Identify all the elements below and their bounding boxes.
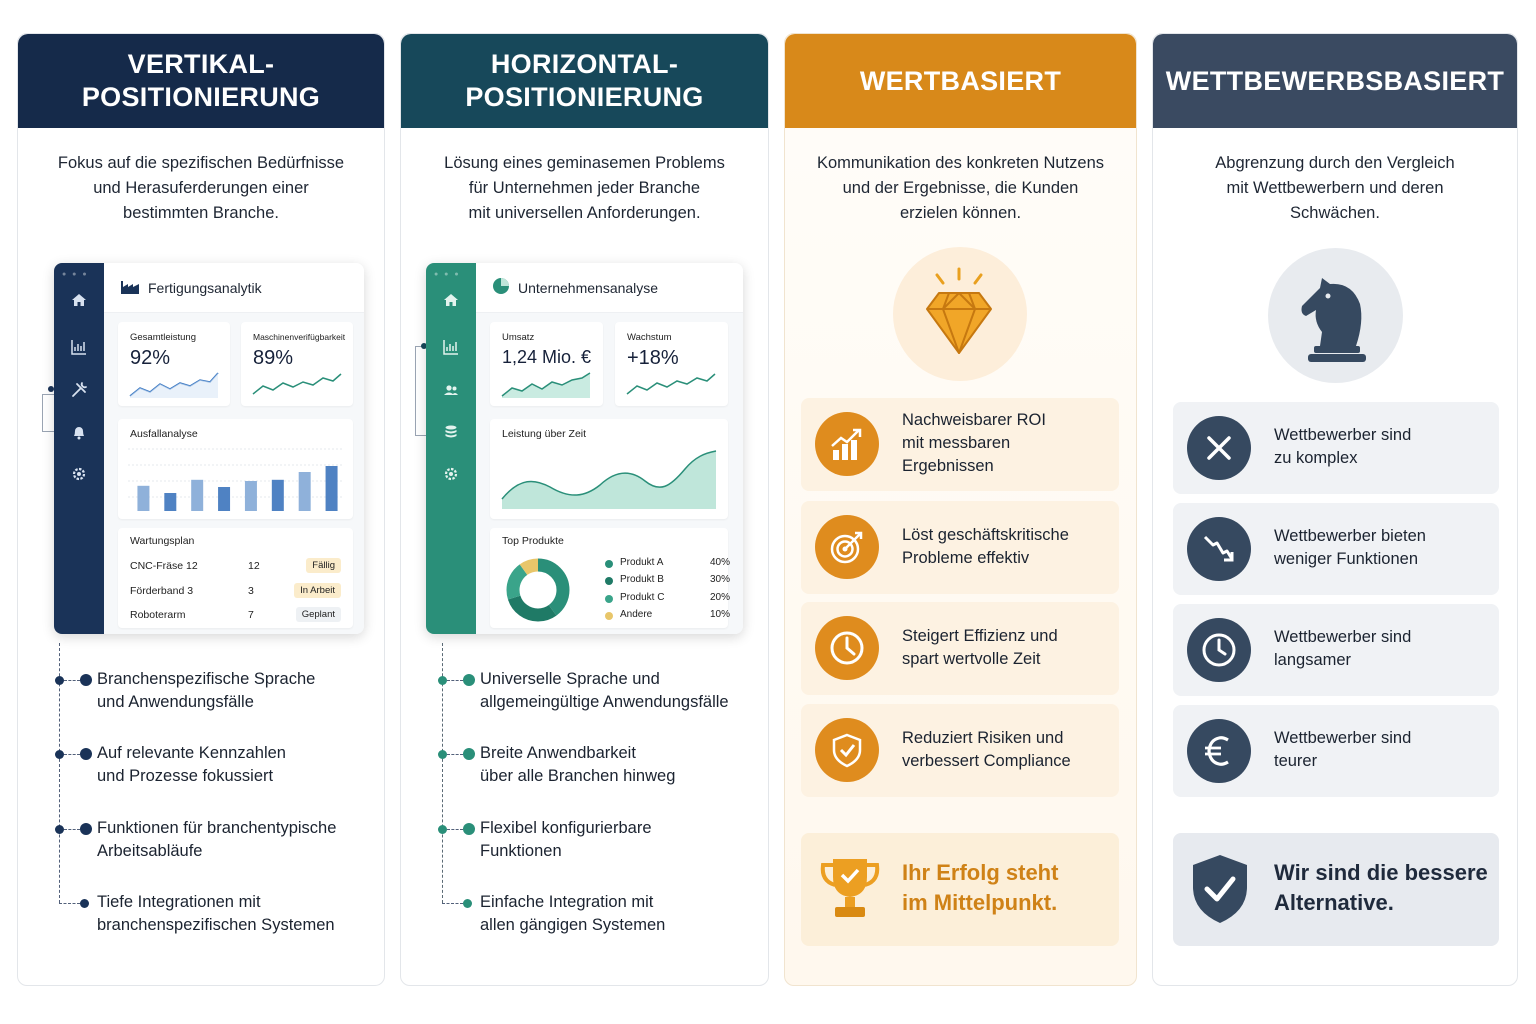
bullet-connector: [64, 829, 80, 830]
dashboard-title: Fertigungsanalytik: [148, 279, 262, 296]
bullet-line: Tiefe Integrationen mit: [97, 893, 261, 911]
header-line-1: VERTIKAL-: [127, 49, 275, 79]
bullet-dot: [80, 748, 92, 760]
header-line-1: HORIZONTAL-: [490, 49, 679, 79]
column-header: [401, 34, 768, 128]
bullet-dot: [463, 674, 475, 686]
legend-name: Produkt A: [620, 557, 664, 568]
x-icon: [1187, 416, 1251, 480]
comparison-line: zu komplex: [1274, 449, 1358, 467]
bar: [164, 493, 176, 511]
comparison-item: [1173, 503, 1499, 595]
bar: [191, 480, 203, 511]
maintenance-card: [118, 528, 353, 628]
desc-line-2: und Herasuferderungen einer: [93, 179, 309, 197]
bullet-dot: [55, 825, 64, 834]
column-description: [401, 151, 768, 226]
bullet-text: [97, 742, 286, 788]
benefit-line: verbessert Compliance: [902, 752, 1071, 770]
row-name: Roboterarm: [130, 609, 186, 621]
alternative-banner: [1173, 833, 1499, 946]
bullet-dot: [438, 825, 447, 834]
benefit-line: Reduziert Risiken und: [902, 729, 1064, 747]
comparison-line: teurer: [1274, 752, 1318, 770]
bullet-dot: [438, 676, 447, 685]
legend-dot: [605, 560, 613, 568]
dashboard-topbar: [104, 263, 364, 313]
alternative-line: Wir sind die bessere: [1274, 860, 1488, 885]
chess-knight-icon: [1268, 248, 1403, 383]
comparison-text: [1274, 424, 1411, 470]
dashboard-main: [104, 263, 364, 634]
trophy-icon: [815, 853, 885, 930]
legend-pct: 40%: [709, 557, 730, 568]
connector-bracket: [415, 346, 426, 436]
success-text: [902, 858, 1058, 918]
sparkline: [625, 370, 717, 398]
comparison-line: Wettbewerber sind: [1274, 426, 1412, 444]
comparison-line: langsamer: [1274, 651, 1352, 669]
benefit-line: Steigert Effizienz und: [902, 627, 1058, 645]
legend-item: [605, 592, 730, 606]
bullet-dot: [80, 674, 92, 686]
sparkline: [500, 370, 592, 398]
desc-line-2: für Unternehmen jeder Branche: [468, 179, 701, 197]
list-item: [401, 817, 761, 867]
legend-pct: 30%: [709, 574, 730, 585]
bullet-connector: [447, 829, 463, 830]
bullet-line: allen gängigen Systemen: [480, 916, 666, 934]
success-line: im Mittelpunkt.: [902, 890, 1058, 915]
chart-card: [490, 419, 728, 519]
bullet-text: [97, 891, 335, 937]
chart-icon[interactable]: [426, 338, 476, 361]
bullet-dot: [55, 676, 64, 685]
bar: [218, 487, 230, 511]
bullet-dot: [463, 823, 475, 835]
window-dots: ● ● ●: [434, 271, 461, 278]
bullet-text: [480, 817, 652, 863]
diamond-icon: [893, 247, 1027, 381]
kpi-label: Gesamtleistung: [130, 332, 197, 343]
bullet-line: über alle Branchen hinweg: [480, 767, 676, 785]
desc-line-2: und der Ergebnisse, die Kunden: [842, 179, 1079, 197]
column-description: [18, 151, 384, 226]
legend-item: [605, 574, 730, 588]
dashboard-sidebar: [54, 263, 104, 634]
shield-check-icon: [815, 718, 879, 782]
bullet-line: Breite Anwendbarkeit: [480, 744, 636, 762]
bullet-line: Branchenspezifische Sprache: [97, 670, 316, 688]
bullet-line: Einfache Integration mit: [480, 893, 654, 911]
legend-item: [605, 557, 730, 571]
list-item: [18, 742, 378, 792]
status-badge: In Arbeit: [294, 583, 341, 598]
desc-line-1: Abgrenzung durch den Vergleich: [1215, 154, 1455, 172]
comparison-item: [1173, 705, 1499, 797]
benefit-line: Probleme effektiv: [902, 549, 1030, 567]
kpi-card-availability: [241, 322, 353, 406]
bar: [272, 480, 284, 511]
bar: [326, 466, 338, 511]
bullet-connector: [447, 754, 463, 755]
comparison-line: Wettbewerber bieten: [1274, 527, 1426, 545]
list-item: [18, 668, 378, 718]
desc-line-3: mit universellen Anforderungen.: [468, 204, 701, 222]
legend-dot: [605, 612, 613, 620]
tools-icon[interactable]: [54, 381, 104, 404]
header-line-2: POSITIONIERUNG: [465, 82, 704, 112]
row-qty: 3: [248, 585, 254, 597]
bullet-text: [480, 668, 729, 714]
list-item: [401, 891, 761, 941]
dashboard-title: Unternehmensanalyse: [518, 279, 659, 296]
list-item: [18, 817, 378, 867]
legend-name: Produkt B: [620, 574, 664, 585]
column-header: [785, 34, 1136, 128]
euro-icon: [1187, 719, 1251, 783]
header-line-2: POSITIONIERUNG: [81, 82, 321, 112]
dashboard-main: [476, 263, 743, 634]
donut-chart: [505, 557, 571, 623]
bullet-connector: [64, 680, 80, 681]
row-qty: 12: [248, 560, 260, 572]
shield-check-icon: [1187, 851, 1253, 932]
competition-based-column: [1152, 33, 1518, 986]
bell-icon[interactable]: [54, 423, 104, 446]
benefit-item: [801, 704, 1119, 797]
database-icon[interactable]: [426, 423, 476, 446]
bullet-dot: [463, 748, 475, 760]
kpi-value: 92%: [130, 347, 171, 369]
target-icon: [815, 515, 879, 579]
desc-line-3: bestimmten Branche.: [123, 204, 279, 222]
desc-line-1: Kommunikation des konkreten Nutzens: [816, 154, 1105, 172]
benefit-item: [801, 501, 1119, 594]
kpi-label: Umsatz: [502, 332, 535, 343]
dashboard-sidebar: [426, 263, 476, 634]
bullet-text: [480, 742, 675, 788]
column-description: [1153, 151, 1517, 226]
desc-line-3: erzielen können.: [899, 204, 1022, 222]
growth-chart-icon: [815, 412, 879, 476]
benefit-item: [801, 602, 1119, 695]
comparison-line: Wettbewerber sind: [1274, 628, 1412, 646]
bullet-connector: [64, 754, 80, 755]
trend-down-icon: [1187, 517, 1251, 581]
list-item: [401, 742, 761, 792]
row-name: CNC-Fräse 12: [130, 560, 198, 572]
horizontal-positioning-column: [400, 33, 769, 986]
bullet-text: [97, 668, 315, 714]
comparison-line: Wettbewerber sind: [1274, 729, 1412, 747]
list-item: [401, 668, 761, 718]
status-badge: Fällig: [306, 558, 341, 573]
desc-line-2: mit Wettbewerbern und deren: [1226, 179, 1444, 197]
vertical-positioning-column: [17, 33, 385, 986]
kpi-card-revenue: [490, 322, 603, 406]
alternative-line: Alternative.: [1274, 890, 1394, 915]
kpi-label: Maschinenverifügbarkeit: [253, 332, 346, 342]
pie-icon: [492, 277, 510, 298]
comparison-item: [1173, 402, 1499, 494]
connector-bracket: [42, 394, 54, 432]
table-row[interactable]: [130, 609, 341, 625]
bullet-dot: [463, 899, 472, 908]
column-header: [1153, 34, 1517, 128]
header-title: WERTBASIERT: [859, 65, 1062, 96]
benefit-line: mit messbaren: [902, 434, 1011, 452]
home-icon[interactable]: [54, 291, 104, 314]
bullet-dot: [80, 823, 92, 835]
comparison-text: [1274, 525, 1426, 571]
window-dots: ● ● ●: [62, 271, 89, 278]
header-title: WETTBEWERBSBASIERT: [1165, 65, 1505, 96]
kpi-card-performance: [118, 322, 230, 406]
plan-label: Wartungsplan: [130, 535, 195, 547]
factory-icon: [120, 278, 140, 297]
legend-name: Andere: [620, 609, 653, 620]
desc-line-1: Lösung eines geminasemen Problems: [444, 154, 725, 172]
bullet-line: und Anwendungsfälle: [97, 693, 254, 711]
bullet-dot: [55, 750, 64, 759]
products-label: Top Produkte: [502, 535, 564, 547]
bullet-line: allgemeingültige Anwendungsfälle: [480, 693, 729, 711]
comparison-text: [1274, 626, 1411, 672]
desc-line-1: Fokus auf die spezifischen Bedürfnisse: [57, 154, 345, 172]
benefit-item: [801, 398, 1119, 491]
success-banner: [801, 833, 1119, 946]
chart-card: [118, 419, 353, 519]
success-line: Ihr Erfolg steht: [902, 860, 1059, 885]
bullet-line: Arbeitsabläufe: [97, 842, 203, 860]
bar: [137, 486, 149, 511]
benefit-line: Nachweisbarer ROI: [902, 411, 1046, 429]
bullet-dot: [438, 750, 447, 759]
chart-label: Leistung über Zeit: [502, 428, 587, 440]
bullet-line: Universelle Sprache und: [480, 670, 660, 688]
legend-dot: [605, 595, 613, 603]
kpi-card-growth: [615, 322, 728, 406]
bar: [299, 472, 311, 511]
users-icon[interactable]: [426, 381, 476, 404]
dashboard-mockup: [426, 263, 743, 634]
kpi-label: Wachstum: [627, 332, 672, 343]
bullet-line: Funktionen: [480, 842, 562, 860]
clock-icon: [1187, 618, 1251, 682]
bullet-line: Funktionen für branchentypische: [97, 819, 337, 837]
value-based-column: [784, 33, 1137, 986]
bullet-text: [480, 891, 665, 937]
kpi-value: 1,24 Mio. €: [502, 347, 592, 367]
status-badge: Geplant: [296, 607, 341, 622]
legend-pct: 10%: [709, 609, 730, 620]
kpi-value: +18%: [627, 347, 679, 369]
legend-item: [605, 609, 730, 623]
benefit-line: Löst geschäftskritische: [902, 526, 1069, 544]
list-item: [18, 891, 378, 941]
benefit-text: [902, 727, 1071, 773]
home-icon[interactable]: [426, 291, 476, 314]
area-chart: [500, 447, 718, 509]
comparison-line: weniger Funktionen: [1274, 550, 1419, 568]
legend-dot: [605, 577, 613, 585]
column-header: [18, 34, 384, 128]
column-description: [785, 151, 1136, 226]
alternative-text: [1274, 858, 1488, 918]
bar-chart: [128, 443, 343, 511]
bullet-line: Flexibel konfigurierbare: [480, 819, 652, 837]
bullet-connector: [442, 903, 463, 904]
legend-name: Produkt C: [620, 592, 665, 603]
gear-icon[interactable]: [54, 465, 104, 488]
benefit-text: [902, 409, 1046, 478]
dashboard-topbar: [476, 263, 743, 313]
table-row[interactable]: [130, 585, 341, 601]
table-row[interactable]: [130, 560, 341, 576]
bar: [245, 481, 257, 511]
gear-icon[interactable]: [426, 465, 476, 488]
kpi-value: 89%: [253, 347, 294, 369]
bullet-connector: [59, 903, 80, 904]
chart-icon[interactable]: [54, 338, 104, 361]
benefit-line: spart wertvolle Zeit: [902, 650, 1041, 668]
benefit-text: [902, 625, 1058, 671]
bullet-connector: [447, 680, 463, 681]
chart-label: Ausfallanalyse: [130, 428, 198, 440]
row-name: Förderband 3: [130, 585, 194, 597]
dashboard-mockup: [54, 263, 364, 634]
bullet-line: branchenspezifischen Systemen: [97, 916, 335, 934]
bullet-line: und Prozesse fokussiert: [97, 767, 274, 785]
comparison-item: [1173, 604, 1499, 696]
products-card: [490, 528, 728, 628]
bullet-text: [97, 817, 336, 863]
clock-icon: [815, 616, 879, 680]
bullet-line: Auf relevante Kennzahlen: [97, 744, 286, 762]
comparison-text: [1274, 727, 1411, 773]
desc-line-3: Schwächen.: [1290, 204, 1380, 222]
bullet-dot: [80, 899, 89, 908]
sparkline: [128, 370, 220, 398]
row-qty: 7: [248, 609, 254, 621]
benefit-line: Ergebnissen: [902, 457, 994, 475]
benefit-text: [902, 524, 1069, 570]
sparkline: [251, 370, 343, 398]
legend-pct: 20%: [709, 592, 730, 603]
